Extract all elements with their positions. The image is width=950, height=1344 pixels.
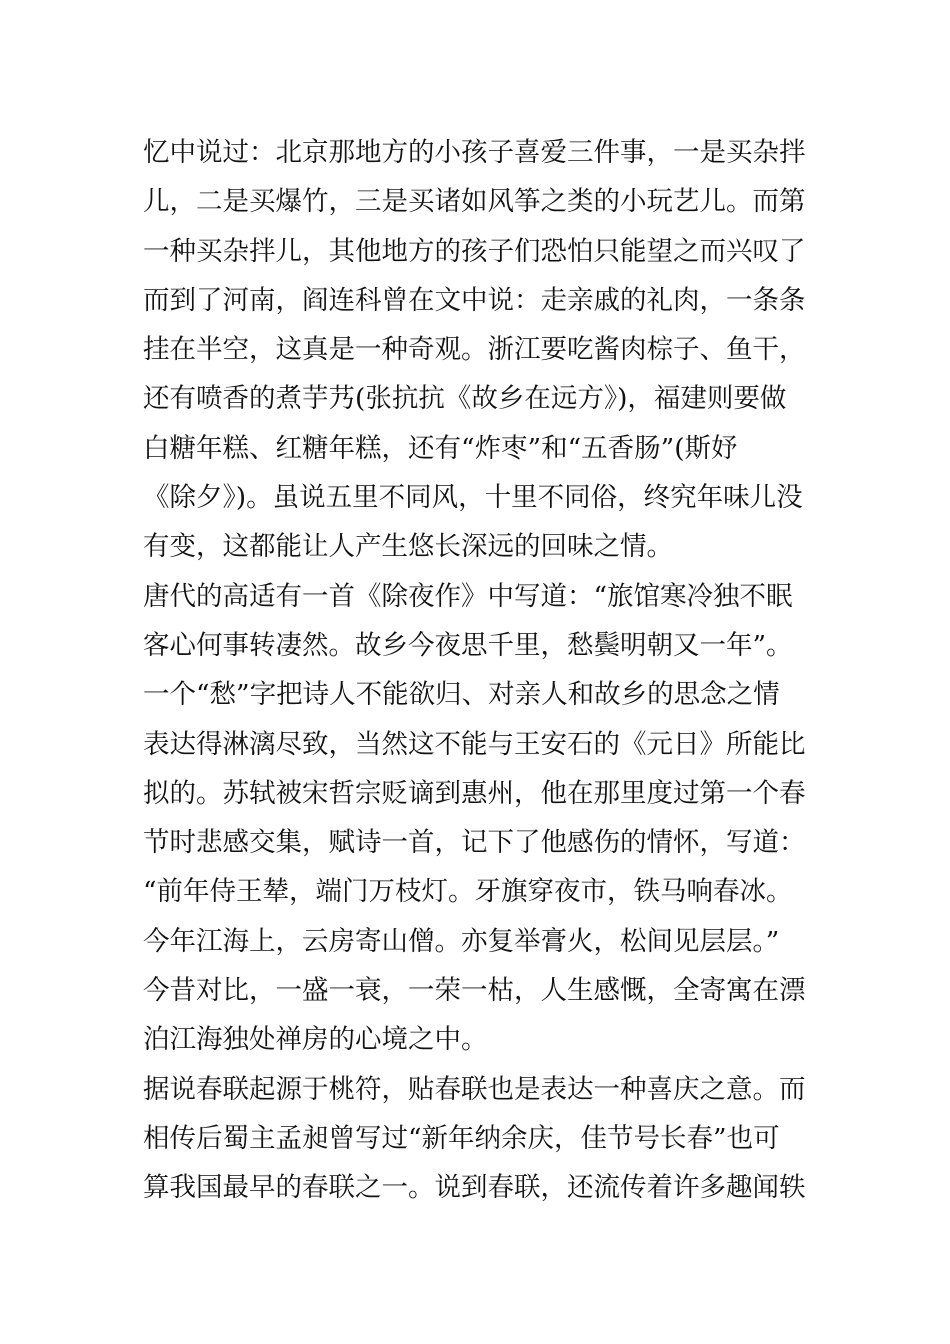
text-line: 表达得淋漓尽致，当然这不能与王安石的《元日》所能比 (143, 728, 806, 760)
body-text (143, 128, 813, 1213)
text-line: 拟的。苏轼被宋哲宗贬谪到惠州，他在那里度过第一个春 (143, 777, 806, 809)
text-line: 算我国最早的春联之一。说到春联，还流传着许多趣闻轶 (143, 1172, 806, 1204)
text-line: 儿，二是买爆竹，三是买诸如风筝之类的小玩艺儿。而第 (143, 186, 806, 218)
text-line: 挂在半空，这真是一种奇观。浙江要吃酱肉棕子、鱼干， (143, 334, 806, 366)
text-line: 忆中说过：北京那地方的小孩子喜爱三件事，一是买杂拌 (143, 137, 806, 168)
text-line: 今昔对比，一盛一衰，一荣一枯，人生感慨，全寄寓在漂 (143, 975, 806, 1007)
text-line: 还有喷香的煮芋艿(张抗抗《故乡在远方》)，福建则要做 (143, 383, 787, 415)
text-line: 相传后蜀主孟昶曾写过“新年纳余庆，佳节号长春”也可 (143, 1122, 780, 1154)
text-line: 客心何事转凄然。故乡今夜思千里，愁鬓明朝又一年”。 (143, 629, 793, 661)
text-line: 白糖年糕、红糖年糕，还有“炸枣”和“五香肠”(斯妤 (143, 432, 738, 464)
text-line: “前年侍王辇，端门万枝灯。牙旗穿夜市，铁马响春冰。 (143, 876, 793, 908)
text-line: 节时悲感交集，赋诗一首，记下了他感伤的情怀，写道： (143, 827, 806, 859)
text-line: 唐代的高适有一首《除夜作》中写道：“旅馆寒冷独不眠 (143, 580, 793, 612)
text-line: 而到了河南，阎连科曾在文中说：走亲戚的礼肉，一条条 (143, 284, 806, 316)
text-line: 《除夕》)。虽说五里不同风，十里不同俗，终究年味儿没 (143, 482, 803, 514)
text-line: 有变，这都能让人产生悠长深远的回味之情。 (143, 531, 673, 563)
text-line: 一种买杂拌儿，其他地方的孩子们恐怕只能望之而兴叹了 (143, 235, 806, 267)
text-line: 据说春联起源于桃符，贴春联也是表达一种喜庆之意。而 (143, 1073, 806, 1105)
text-line: 一个“愁”字把诗人不能欲归、对亲人和故乡的思念之情 (143, 679, 780, 711)
text-line: 今年江海上，云房寄山僧。亦复举膏火，松间见层层。” (143, 925, 780, 957)
text-line: 泊江海独处禅房的心境之中。 (143, 1024, 488, 1056)
